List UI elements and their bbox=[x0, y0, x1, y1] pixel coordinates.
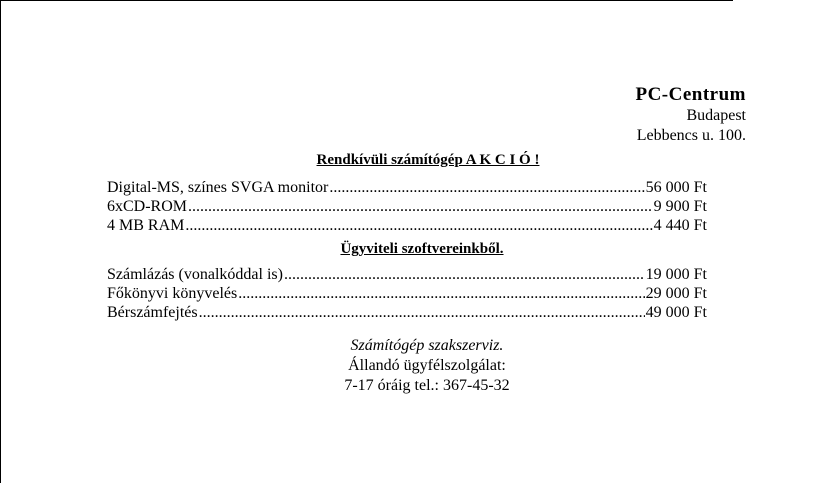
item-name: Számlázás (vonalkóddal is) bbox=[107, 266, 283, 283]
price-row bbox=[107, 284, 707, 303]
company-address: Lebbencs u. 100. bbox=[636, 127, 746, 144]
price-row bbox=[107, 265, 707, 284]
item-price: 49 000 Ft bbox=[645, 304, 707, 321]
company-header bbox=[635, 84, 746, 146]
item-price: 29 000 Ft bbox=[645, 285, 707, 302]
leader-dots bbox=[329, 178, 644, 197]
item-name: Digital-MS, színes SVGA monitor bbox=[107, 179, 329, 196]
page-border-left bbox=[0, 0, 1, 483]
company-name: PC-Centrum bbox=[635, 84, 746, 105]
hardware-price-list bbox=[107, 178, 707, 235]
item-price: 9 900 Ft bbox=[653, 198, 707, 215]
page-border-top bbox=[0, 0, 733, 1]
software-price-list bbox=[107, 265, 707, 322]
software-title: Ügyviteli szoftvereinkből. bbox=[340, 241, 504, 257]
price-row bbox=[107, 197, 707, 216]
leader-dots bbox=[188, 197, 653, 216]
leader-dots bbox=[199, 303, 645, 322]
promo-title: Rendkívüli számítógép A K C I Ó ! bbox=[316, 152, 540, 168]
service-line: Számítógép szakszerviz. bbox=[350, 337, 504, 354]
leader-dots bbox=[284, 265, 645, 284]
price-row bbox=[107, 303, 707, 322]
item-price: 4 440 Ft bbox=[653, 217, 707, 234]
company-city: Budapest bbox=[686, 107, 746, 124]
item-name: Bérszámfejtés bbox=[107, 304, 198, 321]
footer-info bbox=[107, 336, 747, 396]
price-row bbox=[107, 216, 707, 235]
item-name: Főkönyvi könyvelés bbox=[107, 285, 238, 302]
price-row bbox=[107, 178, 707, 197]
item-name: 6xCD-ROM bbox=[107, 198, 188, 215]
hours-line: 7-17 óráig tel.: 367-45-32 bbox=[344, 377, 510, 394]
leader-dots bbox=[238, 284, 644, 303]
item-name: 4 MB RAM bbox=[107, 217, 185, 234]
item-price: 19 000 Ft bbox=[645, 266, 707, 283]
support-line: Állandó ügyfélszolgálat: bbox=[348, 357, 506, 374]
leader-dots bbox=[185, 216, 652, 235]
item-price: 56 000 Ft bbox=[645, 179, 707, 196]
